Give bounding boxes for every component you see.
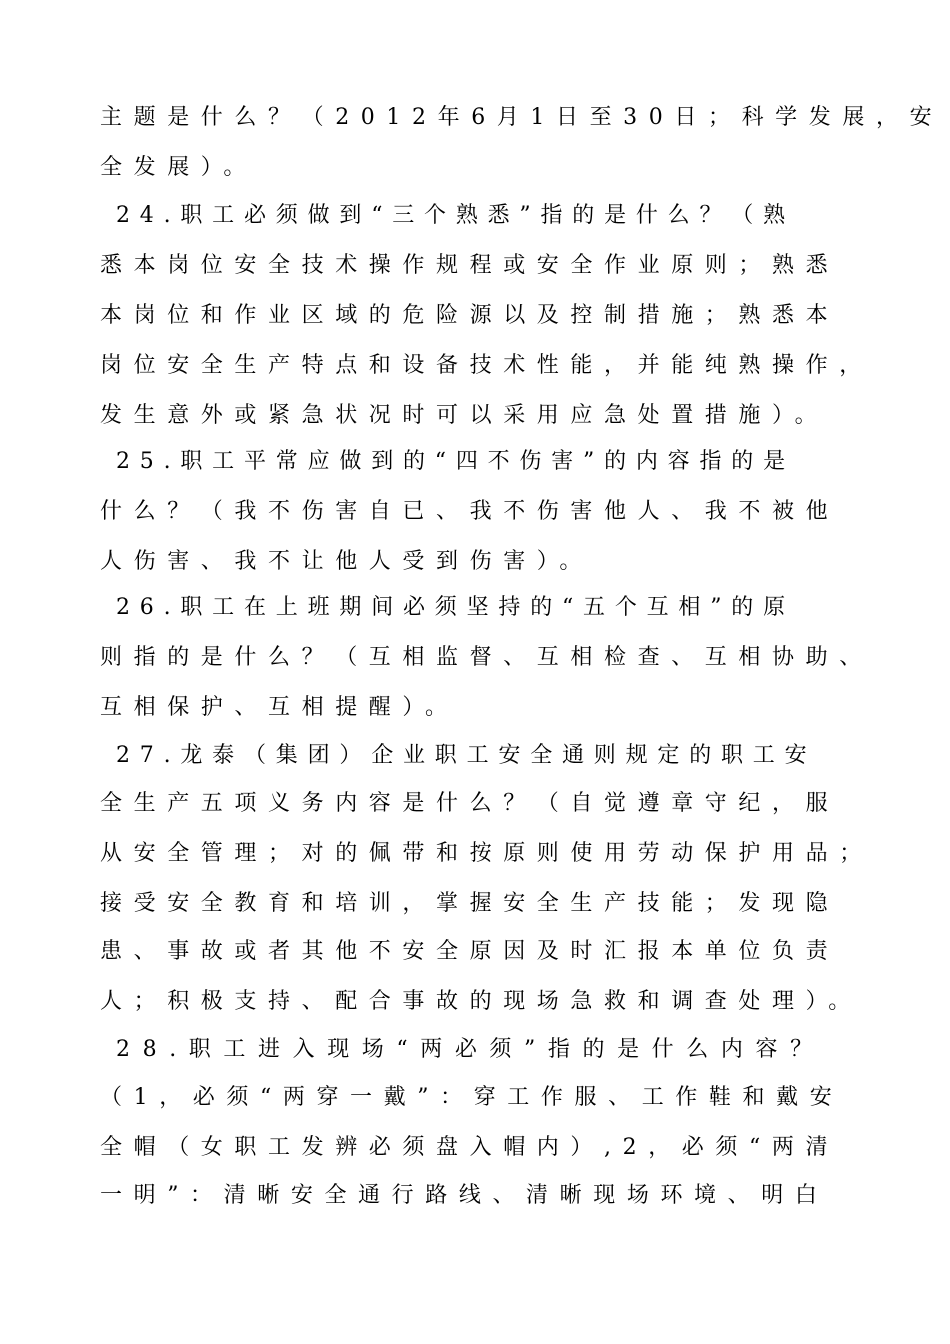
text-line: 悉本岗位安全技术操作规程或安全作业原则；熟悉 [100,253,840,278]
text-line: 互相保护、互相提醒）。 [100,695,459,720]
text-line: 人；积极支持、配合事故的现场急救和调查处理）。 [100,989,862,1014]
text-line: 全生产五项义务内容是什么？（自觉遵章守纪，服 [100,791,840,816]
text-line: 患、事故或者其他不安全原因及时汇报本单位负责 [100,939,840,964]
question-24-line: 24.职工必须做到“三个熟悉”指的是什么？（熟 [116,203,795,228]
text-line: 接受安全教育和培训，掌握安全生产技能；发现隐 [100,891,840,916]
text-line: 什么？（我不伤害自已、我不伤害他人、我不被他 [100,499,840,524]
text-line: 则指的是什么？（互相监督、互相检查、互相协助、 [100,645,873,670]
question-25-line: 25.职工平常应做到的“四不伤害”的内容指的是 [116,449,795,474]
text-line: 本岗位和作业区域的危险源以及控制措施；熟悉本 [100,303,840,328]
text-line: 一明”：清晰安全通行路线、清晰现场环境、明白 [100,1183,829,1208]
text-line: 全发展）。 [100,155,258,180]
text-line: 岗位安全生产特点和设备技术性能，并能纯熟操作， [100,353,873,378]
question-28-line: 28.职工进入现场“两必须”指的是什么内容？ [116,1037,825,1062]
text-line: 全帽（女职工发辨必须盘入帽内）,2，必须“两清 [100,1135,840,1160]
question-26-line: 26.职工在上班期间必须坚持的“五个互相”的原 [116,595,795,620]
text-line: 主题是什么？（2012年6月1日至30日；科学发展，安 [100,105,944,130]
text-line: （1，必须“两穿一戴”：穿工作服、工作鞋和戴安 [100,1085,844,1110]
question-27-line: 27.龙泰（集团）企业职工安全通则规定的职工安 [116,743,817,768]
text-line: 人伤害、我不让他人受到伤害）。 [100,549,594,574]
text-line: 发生意外或紧急状况时可以采用应急处置措施）。 [100,403,829,428]
text-line: 从安全管理；对的佩带和按原则使用劳动保护用品； [100,841,873,866]
